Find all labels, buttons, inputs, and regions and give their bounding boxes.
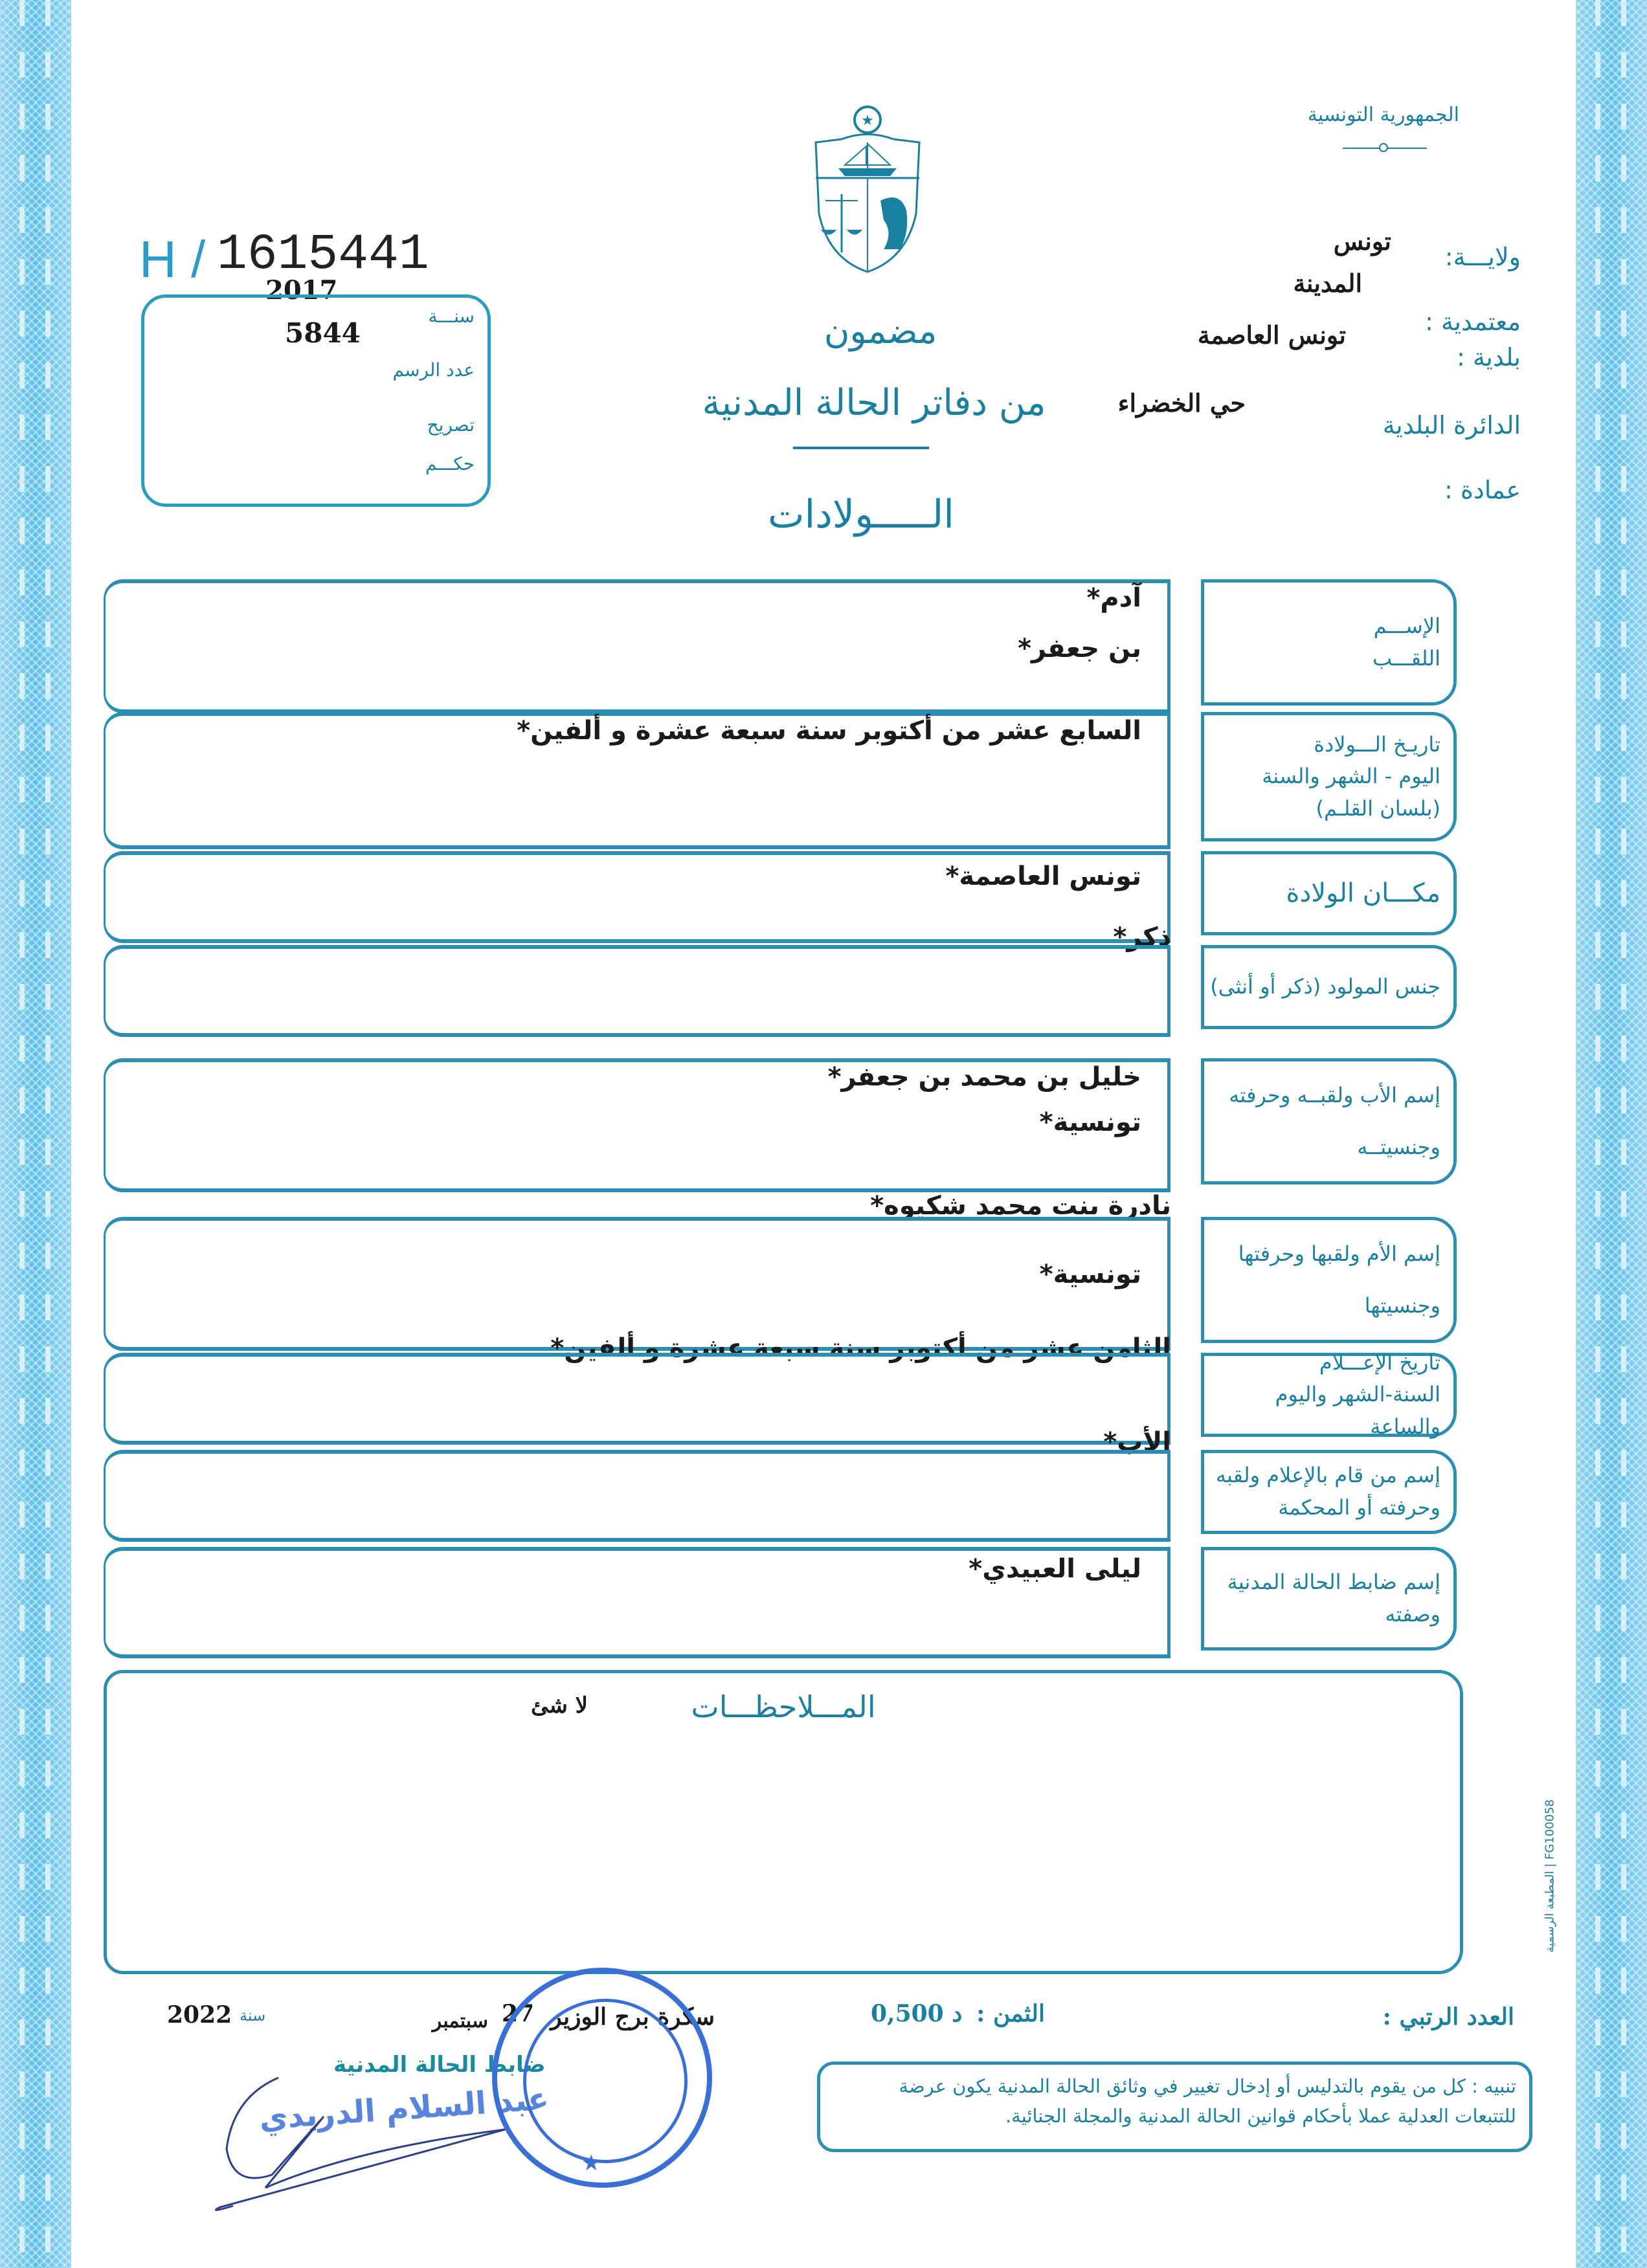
- officer-name-value: ليلى العبيدي*: [969, 1554, 1141, 1584]
- delegation-label: معتمدية :: [1425, 307, 1521, 336]
- sex-label: جنس المولود (ذكر أو أنثى): [1210, 974, 1440, 999]
- delegation-value: المدينة: [1293, 269, 1362, 298]
- declarant-value: الأب*: [1103, 1427, 1171, 1457]
- sector-label: عمادة :: [1444, 476, 1521, 504]
- officer-signature-label: ضابط الحالة المدنية: [333, 2052, 546, 2078]
- handwritten-signature-icon: [194, 2058, 583, 2220]
- issue-day: 27: [502, 2000, 535, 2027]
- price-label: الثمن :: [976, 2000, 1045, 2027]
- remarks-title: المـــلاحظـــات: [691, 1689, 876, 1724]
- municipal-district-value: حي الخضراء: [1117, 388, 1246, 417]
- document-subtitle: من دفاتر الحالة المدنية: [702, 382, 1046, 424]
- star-icon: ★: [581, 2150, 601, 2176]
- serial-prefix: H /: [139, 230, 206, 288]
- birth-date-value-box: [104, 712, 1171, 849]
- document-title: مضمون: [824, 311, 937, 351]
- birth-date-label: تاريـخ الـــولادة: [1314, 731, 1440, 757]
- declarant-occupation-label: وحرفته أو المحكمة: [1278, 1495, 1440, 1520]
- declaration-label: تصريح: [427, 414, 475, 436]
- mother-name-value: نادرة بنت محمد شكيوه*: [870, 1191, 1171, 1221]
- serial-number: 1615441: [217, 227, 429, 284]
- tunisia-coat-of-arms-icon: [803, 104, 932, 278]
- border-wave: [1595, 0, 1600, 2268]
- father-nationality-value: تونسية*: [1039, 1107, 1141, 1137]
- mother-label-box: [1201, 1217, 1457, 1343]
- officer-signature-stamp: عبد السلام الدريدي: [258, 2080, 550, 2137]
- father-name-value: خليل بن محمد بن جعفر*: [827, 1062, 1141, 1092]
- issue-place: سكرة برج الوزير: [550, 2003, 715, 2030]
- officer-title-label: وصفته: [1385, 1602, 1440, 1627]
- border-wave: [1621, 0, 1626, 2268]
- declaration-date-label: تاريخ الإعـــلام: [1319, 1350, 1440, 1375]
- officer-label-box: [1201, 1547, 1457, 1651]
- declarant-label-box: [1201, 1450, 1457, 1534]
- remarks-value: لا شئ: [531, 1693, 588, 1718]
- mother-value-box: [104, 1217, 1171, 1351]
- birth-date-value: السابع عشر من أكتوبر سنة سبعة عشرة و ألفين*: [517, 716, 1141, 746]
- price-value: 0,500 د: [871, 2000, 963, 2027]
- birth-date-words-label: (بلسان القلـم): [1316, 795, 1440, 821]
- surname-value: بن جعفر*: [1018, 634, 1141, 663]
- declarant-label: إسم من قام بالإعلام ولقبه: [1215, 1463, 1440, 1488]
- issue-year: 2022: [167, 2001, 232, 2029]
- municipality-value: تونس العاصمة: [1197, 320, 1346, 350]
- birth-place-label: مكـــان الولادة: [1286, 878, 1440, 908]
- declaration-date-value-box: [104, 1353, 1171, 1445]
- birth-date-format-label: اليوم - الشهر والسنة: [1262, 764, 1440, 789]
- municipality-label: بلدية :: [1457, 343, 1521, 372]
- officer-value-box: [104, 1547, 1171, 1658]
- birth-place-value-box: [104, 851, 1171, 943]
- name-value-box: [104, 579, 1171, 713]
- border-wave: [45, 0, 50, 2268]
- birth-date-label-box: [1201, 712, 1457, 841]
- father-value-box: [104, 1058, 1171, 1192]
- legal-notice-text: تنبيه : كل من يقوم بالتدليس أو إدخال تغيير في وثائق الحالة المدنية يكون عرضة للتتبعات العدلية عملا بأحكام قوانين الحالة المدنية والمجلة الجنائية.: [899, 2075, 1516, 2128]
- officer-label: إسم ضابط الحالة المدنية: [1227, 1570, 1440, 1595]
- security-border-right: [1576, 0, 1647, 2268]
- legal-notice-box: [817, 2062, 1532, 2152]
- document-type: الـــــولادات: [768, 492, 954, 537]
- mother-nationality-value: تونسية*: [1039, 1260, 1141, 1289]
- first-name-label: الإســـم: [1373, 613, 1440, 638]
- sex-value: ذكر*: [1113, 922, 1171, 952]
- birth-place-value: تونس العاصمة*: [945, 862, 1141, 891]
- issue-year-label: سنة: [240, 2007, 266, 2025]
- surname-label: اللقـــب: [1372, 645, 1440, 671]
- act-number-value: 5844: [285, 317, 361, 349]
- declarant-value-box: [104, 1450, 1171, 1542]
- republic-divider-dot: [1379, 143, 1388, 152]
- svg-text:★: ★: [861, 113, 874, 129]
- subtitle-underline: [793, 447, 929, 449]
- mother-nationality-label: وجنسيتها: [1364, 1293, 1440, 1318]
- municipal-district-label: الدائرة البلدية: [1382, 411, 1521, 439]
- governorate-label: ولايـــة:: [1444, 243, 1521, 271]
- security-border-left: [0, 0, 71, 2268]
- name-label-box: [1201, 579, 1457, 706]
- first-name-value: آدم*: [1086, 583, 1141, 613]
- serial-label: العدد الرتبي :: [1382, 2003, 1514, 2030]
- republic-title: الجمهورية التونسية: [1307, 104, 1459, 126]
- declaration-date-format-label: السنة-الشهر واليوم والساعة: [1275, 1382, 1440, 1439]
- declaration-date-value: الثامن عشر من أكتوبر سنة سبعة عشرة و ألفين*: [550, 1333, 1171, 1363]
- border-wave: [19, 0, 25, 2268]
- printer-reference: المطبعة الرسمية | FG100058: [1543, 1799, 1557, 1953]
- issue-month: سبتمبر: [432, 2010, 488, 2032]
- birth-place-label-box: [1201, 851, 1457, 935]
- year-label: سنـــة: [428, 306, 475, 327]
- act-number-label: عدد الرسم: [392, 359, 475, 381]
- sex-label-box: [1201, 945, 1457, 1029]
- registration-year: 2017: [265, 275, 338, 306]
- governorate-value: تونس: [1333, 227, 1391, 256]
- father-nationality-label: وجنسيتــه: [1357, 1134, 1440, 1159]
- judgment-label: حكـــم: [425, 453, 475, 474]
- mother-name-label: إسم الأم ولقبها وحرفتها: [1238, 1241, 1440, 1266]
- declaration-date-label-box: [1201, 1350, 1457, 1439]
- father-name-label: إسم الأب ولقبــه وحرفته: [1229, 1082, 1440, 1107]
- father-label-box: [1201, 1058, 1457, 1184]
- sex-value-box: [104, 945, 1171, 1037]
